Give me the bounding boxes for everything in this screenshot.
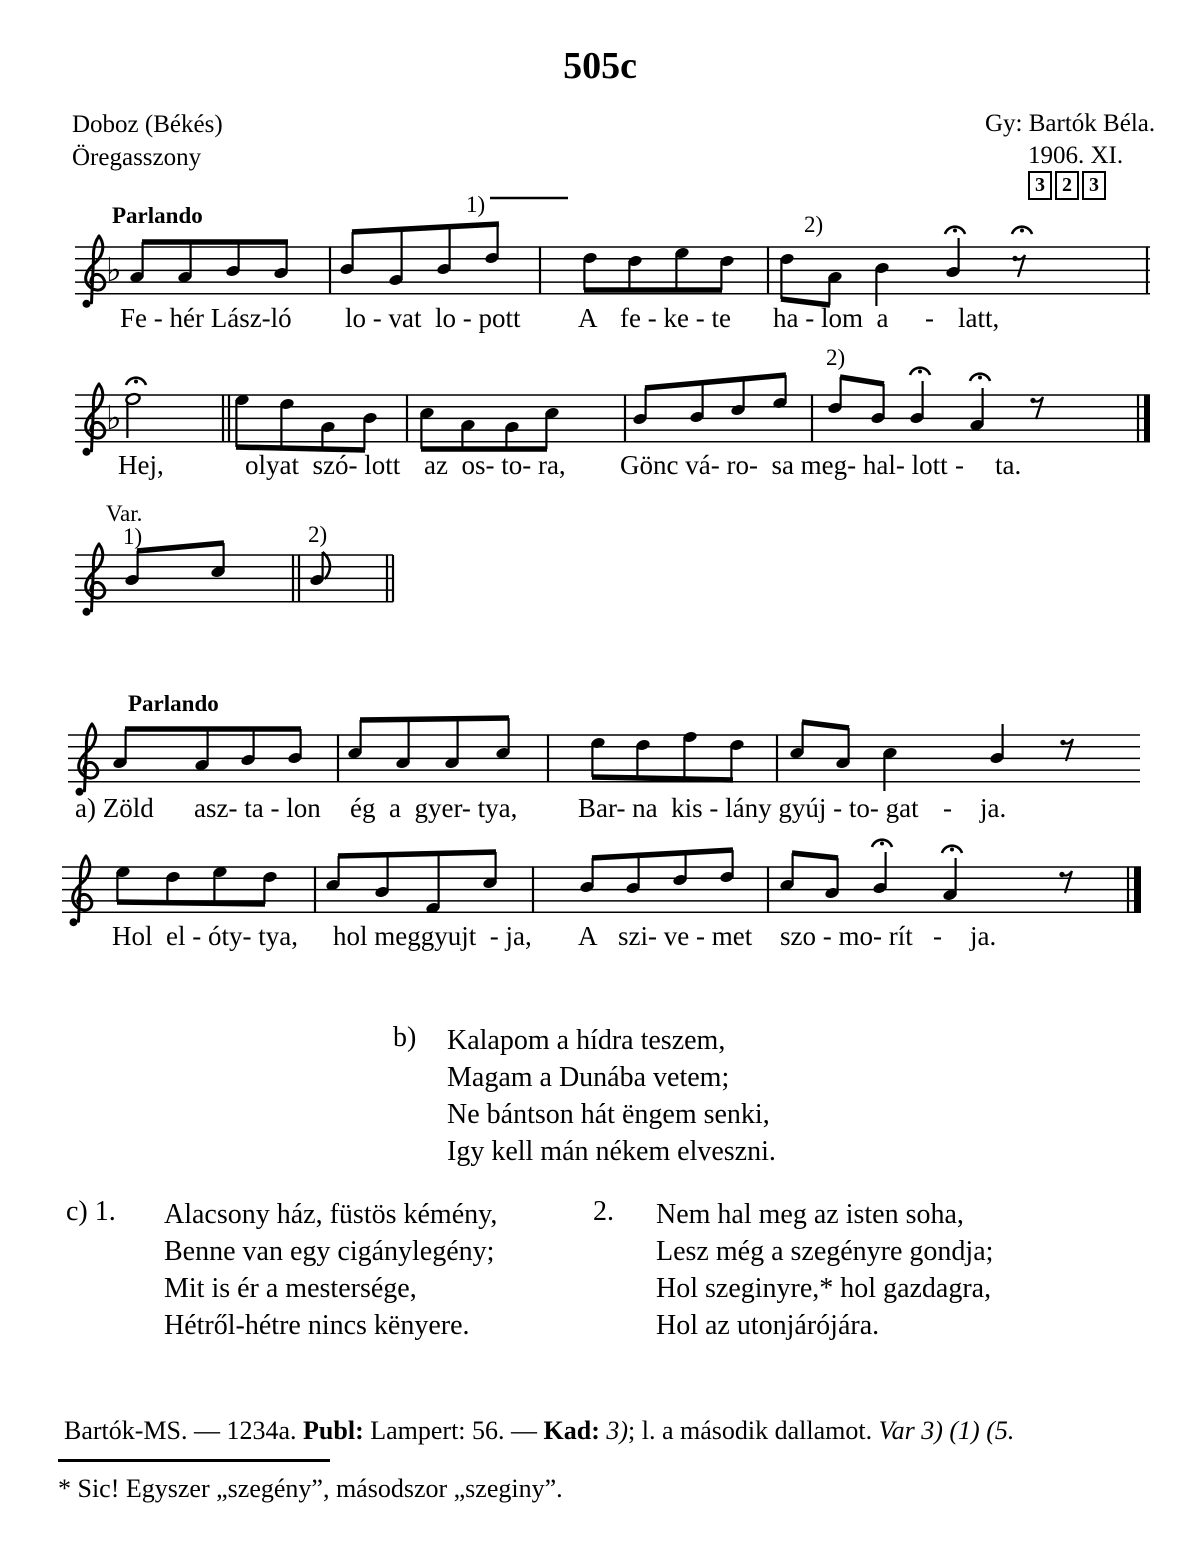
lyric-segment: A <box>578 303 598 333</box>
lyric-segment: ja. <box>980 793 1007 823</box>
lyric-segment: Hej, <box>118 450 164 480</box>
ref-number-box: 3 <box>1028 171 1052 200</box>
lyric-segment: Bar- na kis - lány gyúj - to- gat <box>578 793 919 823</box>
lyric-segment: Hol el - óty- tya, <box>112 921 298 951</box>
verse-c2-label: 2. <box>593 1196 614 1227</box>
lyric-segment: az os- to- ra, <box>424 450 566 480</box>
verse-line: Hol szeginyre,* hol gazdagra, <box>656 1273 992 1304</box>
verse-c2 <box>656 1196 993 1344</box>
svg-text:♭: ♭ <box>106 398 122 437</box>
piece-number: 505c <box>563 45 637 87</box>
verse-line: Benne van egy cigánylegény; <box>164 1236 495 1267</box>
verse-line: Hol az utonjárójára. <box>656 1310 880 1341</box>
collector-label: Gy: Bartók Béla. <box>985 110 1156 137</box>
source-reference-part: Lampert: 56. — <box>370 1416 544 1445</box>
lyric-segment: ta. <box>995 450 1022 480</box>
ref-number-box: 3 <box>1082 171 1106 200</box>
verse-line: Hétről-hétre nincs kënyere. <box>164 1310 470 1341</box>
date-label: 1906. XI. <box>1028 142 1124 169</box>
annotation-label: Parlando <box>112 203 203 228</box>
verse-line: Nem hal meg az isten soha, <box>656 1199 964 1230</box>
verse-b-label: b) <box>393 1022 417 1053</box>
annotation-label: 2) <box>308 522 328 547</box>
verse-line: Igy kell mán nékem elveszni. <box>447 1136 776 1167</box>
source-reference-part: ; l. a második dallamot. <box>628 1416 879 1445</box>
annotation-label: 1) <box>123 524 143 549</box>
source-reference-part: Var 3) (1) (5. <box>878 1416 1015 1445</box>
lyric-segment: Fe - hér Lász-ló <box>120 303 292 333</box>
lyric-segment: latt, <box>958 303 1000 333</box>
verse-c1-label: c) 1. <box>66 1196 116 1227</box>
verse-b <box>447 1022 776 1170</box>
verse-line: Alacsony ház, füstös kémény, <box>164 1199 498 1230</box>
source-reference-part: Publ: <box>303 1416 371 1445</box>
annotation-label: 2) <box>826 345 846 370</box>
lyric-segment: fe - ke - te <box>620 303 731 333</box>
lyric-segment: hol meggyujt - ja, <box>333 921 532 951</box>
verse-line: Kalapom a hídra teszem, <box>447 1025 726 1056</box>
verse-line: Magam a Dunába vetem; <box>447 1062 730 1093</box>
source-reference-part: Bartók-MS. — 1234a. <box>64 1416 304 1445</box>
source-reference-part: 3) <box>606 1416 629 1445</box>
annotation-label: Parlando <box>128 691 219 716</box>
source-reference-line <box>64 1416 1014 1446</box>
lyric-segment: a) Zöld <box>75 793 154 823</box>
lyric-segment: ég a gyer- tya, <box>350 793 518 823</box>
lyric-segment: olyat szó- lott <box>245 450 401 480</box>
verse-line: Lesz még a szegényre gondja; <box>656 1236 994 1267</box>
lyric-segment: A <box>578 921 598 951</box>
lyric-segment: lo - vat lo - pott <box>345 303 521 333</box>
lyric-segment: - <box>925 303 934 333</box>
footnote-text: * Sic! Egyszer „szegény”, másodszor „szeginy”. <box>58 1474 563 1503</box>
lyric-segment: ja. <box>970 921 997 951</box>
lyric-segment: - <box>933 921 942 951</box>
annotation-label: 2) <box>804 212 824 237</box>
place-label: Doboz (Békés) <box>72 111 223 138</box>
performer-label: Öregasszony <box>72 144 202 171</box>
annotation-label: Var. <box>106 501 143 526</box>
lyric-segment: - <box>943 793 952 823</box>
lyric-segment: ha - lom a <box>773 303 889 333</box>
svg-text:♭: ♭ <box>106 250 122 289</box>
footnote-rule <box>58 1459 330 1462</box>
verse-line: Ne bántson hát ëngem senki, <box>447 1099 770 1130</box>
lyric-segment: asz- ta - lon <box>194 793 321 823</box>
source-reference-part: Kad: <box>543 1416 607 1445</box>
lyric-segment: - <box>955 450 964 480</box>
verse-line: Mit is ér a mestersége, <box>164 1273 417 1304</box>
annotation-label: 1) <box>466 192 486 217</box>
lyric-segment: szi- ve - met <box>618 921 753 951</box>
verse-c1 <box>164 1196 497 1344</box>
ref-number-box: 2 <box>1055 171 1079 200</box>
lyric-segment: Gönc vá- ro- sa meg- hal- lott <box>620 450 948 480</box>
lyric-segment: szo - mo- rít <box>780 921 913 951</box>
